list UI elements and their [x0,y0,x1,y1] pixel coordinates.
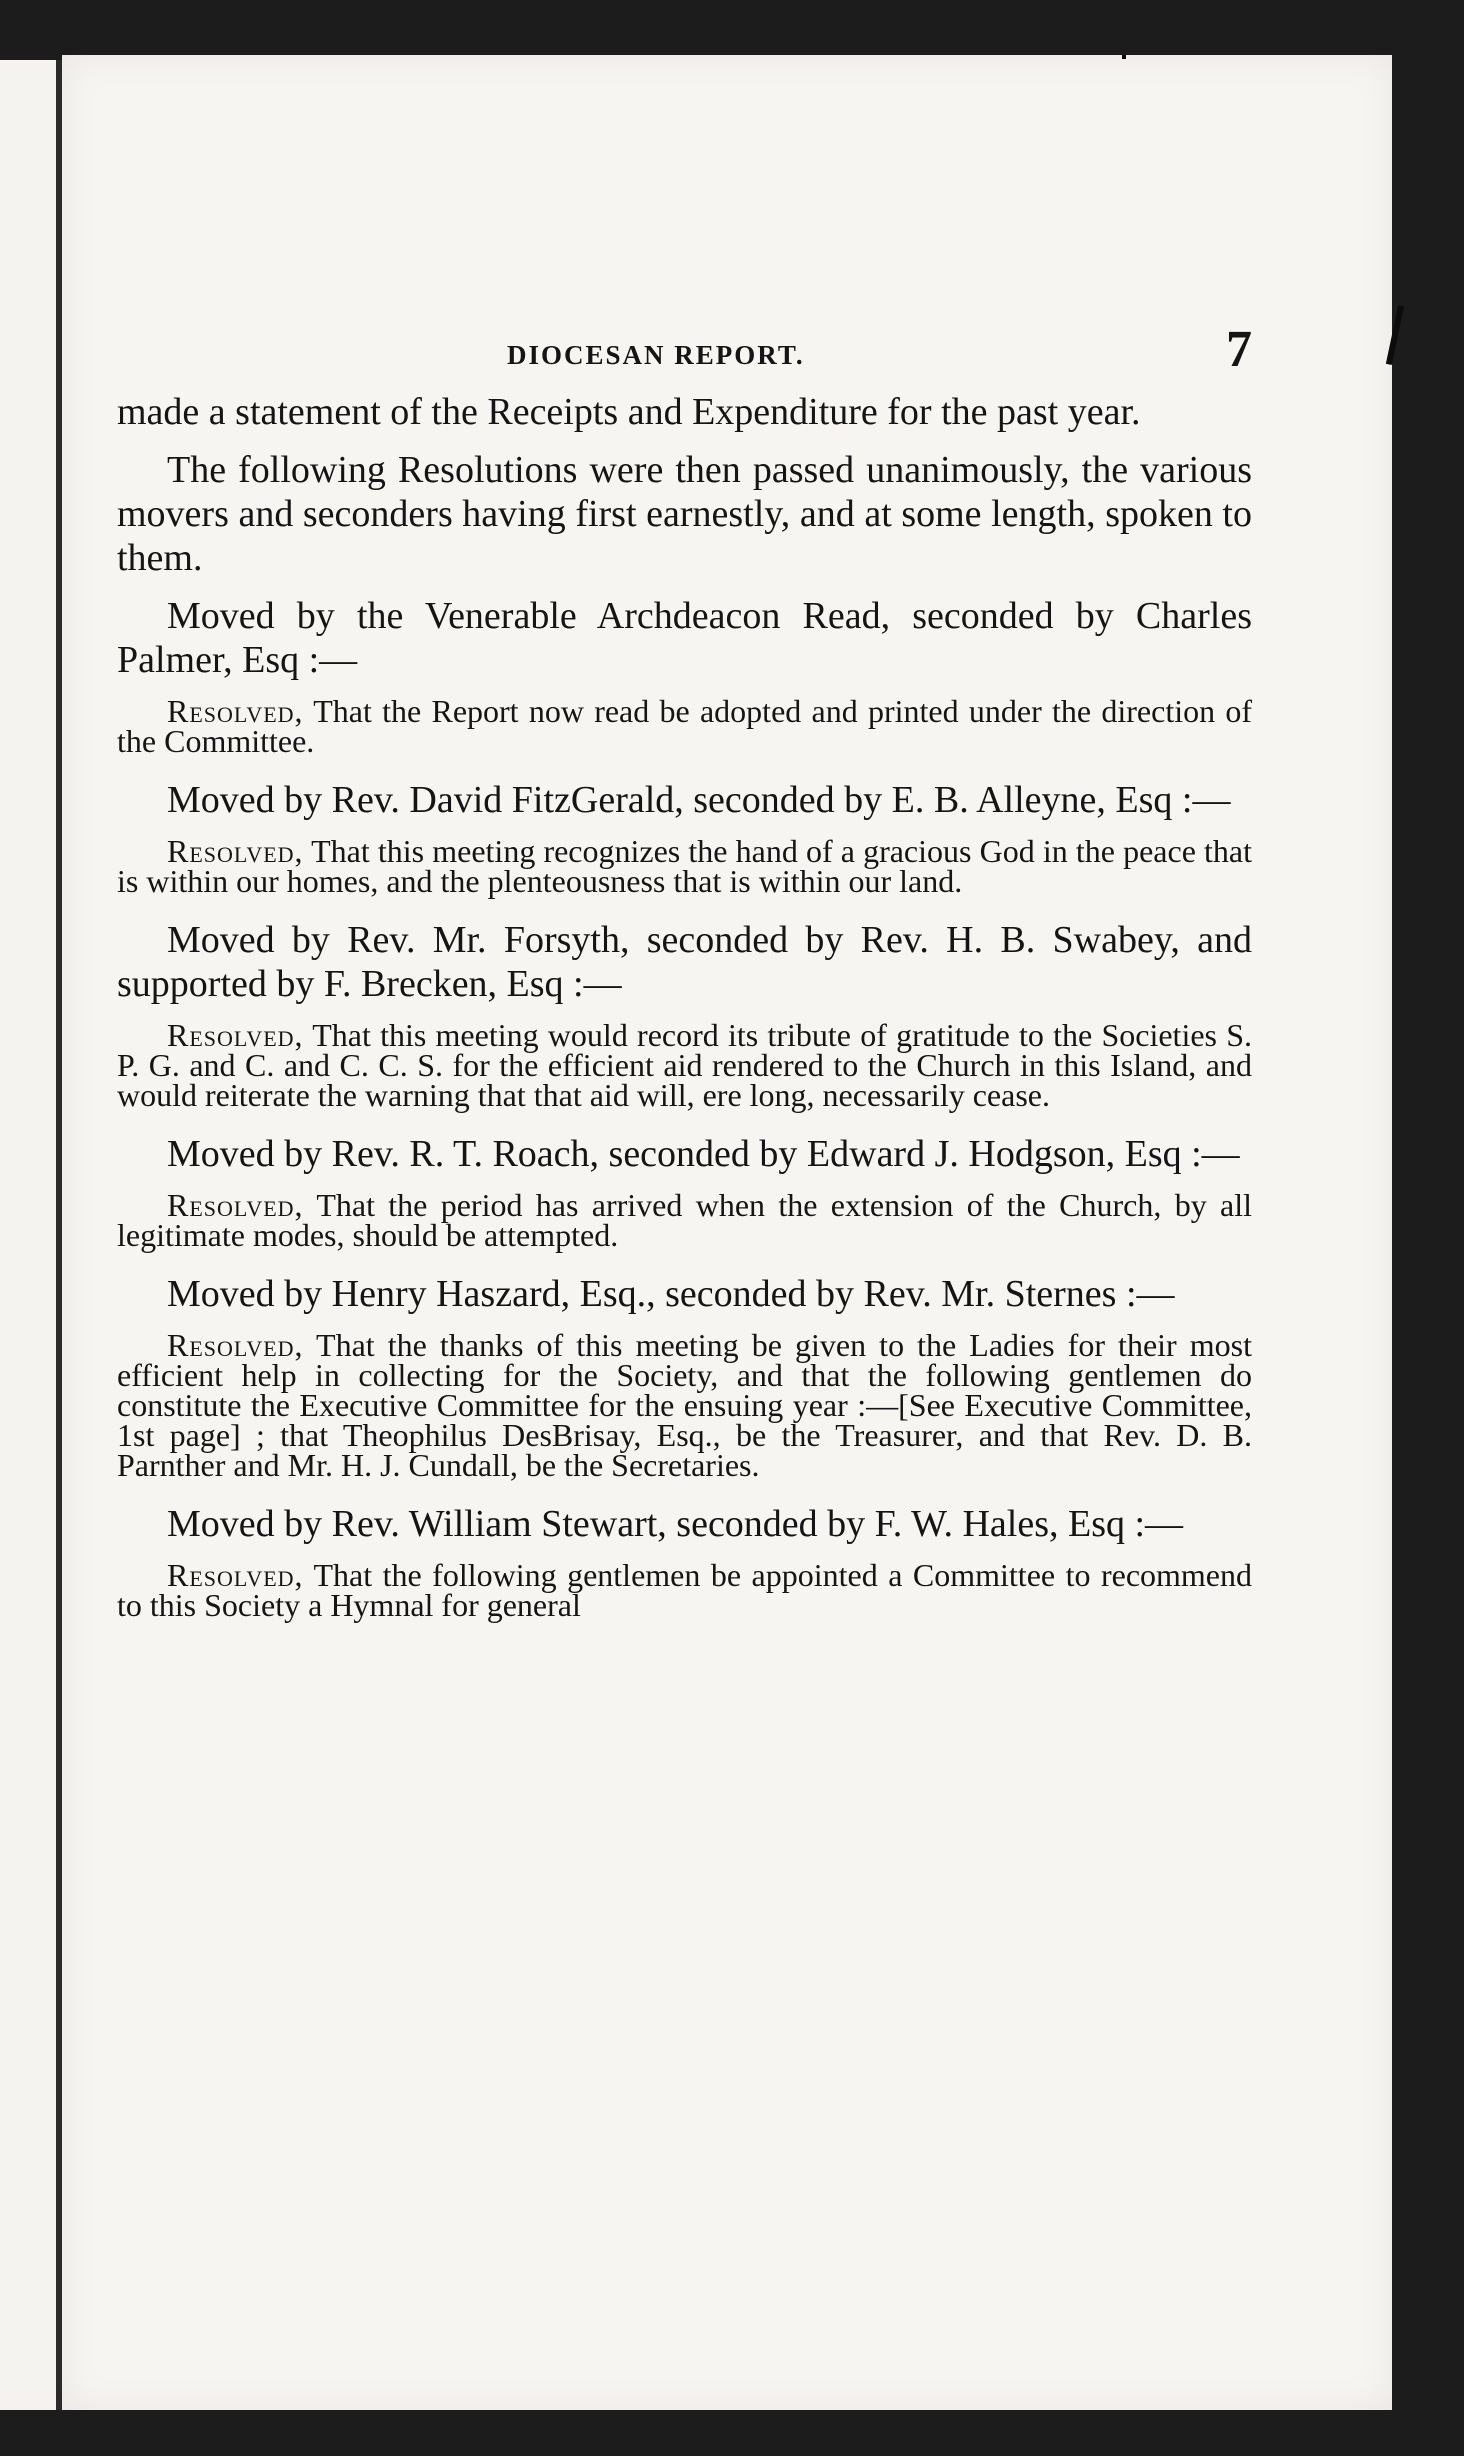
motion-moved: Moved by Rev. R. T. Roach, seconded by Edward J. Hodgson, Esq :— [167,1133,1240,1175]
resolved-label: Resolved, [167,833,304,869]
motion-6 [117,1502,1252,1623]
document-page [62,55,1392,2410]
resolved-label: Resolved, [167,1557,304,1593]
resolution-text: That the following gentlemen be appointed a Committee to recommend to this Society a Hymnal for general [117,1557,1252,1623]
motion-moved: Moved by the Venerable Archdeacon Read, seconded by Charles Palmer, Esq :— [117,595,1252,681]
scan-speck [1122,55,1126,59]
resolutions-intro: The following Resolutions were then passed unanimously, the various movers and seconders having first earnestly, and at some length, spoken to them. [117,449,1252,579]
motion-resolution [117,833,1253,899]
motion-1 [117,594,1253,759]
resolution-text: That this meeting would record its tribute of gratitude to the Societies S. P. G. and C. and C. C. S. for the efficient aid rendered to the Church in this Island, and would reiterate the warning that that aid will, ere long, necessarily cease. [117,1017,1253,1113]
page-body [117,290,1252,1642]
motion-2 [117,778,1253,899]
motion-moved: Moved by Rev. Mr. Forsyth, seconded by Rev. H. B. Swabey, and supported by F. Brecken, Esq :— [117,919,1252,1005]
motion-resolution [117,693,1253,759]
motion-resolution [117,1557,1252,1623]
motion-resolution [117,1187,1253,1253]
motion-moved: Moved by Rev. William Stewart, seconded by F. W. Hales, Esq :— [167,1503,1184,1545]
resolution-text: That this meeting recognizes the hand of a gracious God in the peace that is within our homes, and the plenteousness that is within our land. [117,833,1253,899]
page-number: 7 [1226,321,1252,378]
resolved-label: Resolved, [167,1187,304,1223]
resolution-text: That the Report now read be adopted and printed under the direction of the Committee. [117,693,1253,759]
resolution-text: That the period has arrived when the extension of the Church, by all legitimate modes, should be attempted. [117,1187,1253,1253]
motion-3 [117,918,1253,1113]
resolved-label: Resolved, [167,1017,304,1053]
motion-moved: Moved by Rev. David FitzGerald, seconded by E. B. Alleyne, Esq :— [167,779,1231,821]
continuation-paragraph: made a statement of the Receipts and Expenditure for the past year. [117,391,1141,433]
motion-moved: Moved by Henry Haszard, Esq., seconded by Rev. Mr. Sternes :— [167,1273,1175,1315]
resolution-text: That the thanks of this meeting be given to the Ladies for their most efficient help in collecting for the Society, and that the following gentlemen do constitute the Executive Committee for the ensuing year :—[See Executive Committee, 1st page] ; that Theophilus DesBrisay, Esq., be the Treasurer, and that Rev. D. B. Parnther and Mr. H. J. Cundall, be the Secretaries. [117,1327,1253,1483]
resolved-label: Resolved, [167,693,304,729]
resolved-label: Resolved, [167,1327,304,1363]
motion-resolution [117,1327,1253,1483]
facing-page-edge [0,60,60,2410]
motion-5 [117,1272,1253,1483]
motion-resolution [117,1017,1253,1113]
motion-4 [117,1132,1253,1253]
running-head [117,290,1252,390]
running-title: DIOCESAN REPORT. [507,340,805,370]
